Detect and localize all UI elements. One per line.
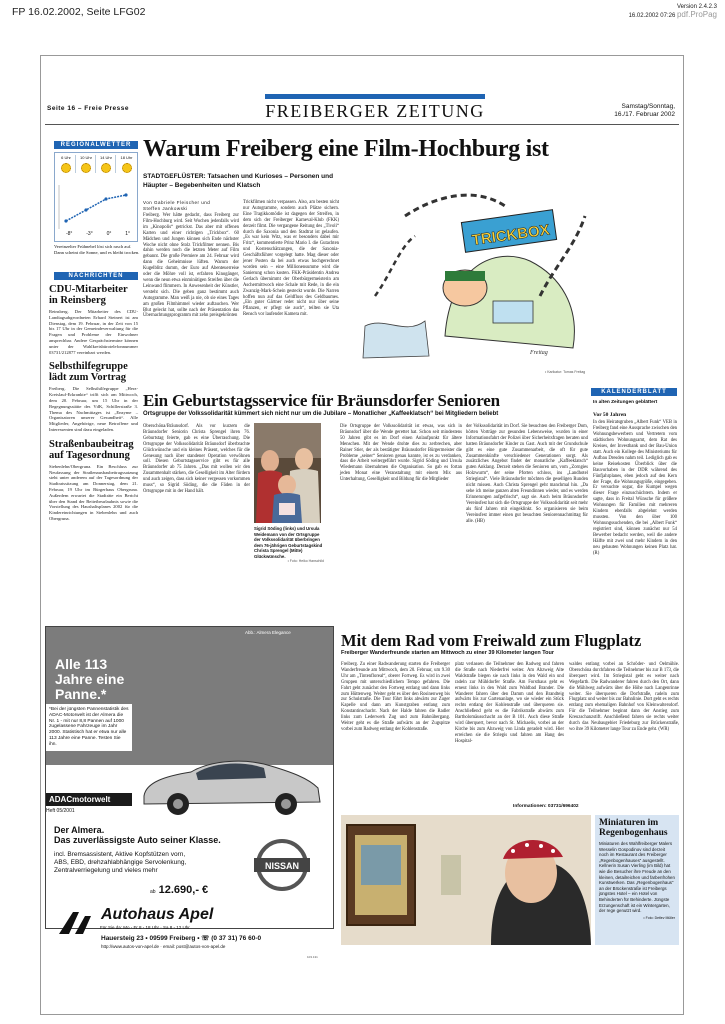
news-heading: NACHRICHTEN [54, 272, 138, 280]
dealer-name: Autohaus Apel [101, 906, 214, 923]
dealer-hours: Für Sie da: Mo - Fr 8 - 18 Uhr · Sa 8 - 12 Uhr [100, 925, 190, 930]
dealer-address: Hauersteig 23 • 09599 Freiberg • ☏ (0 37 31) 76 60-0 [101, 935, 262, 942]
temperature-value: -3° [86, 231, 93, 237]
temperature-curve [55, 177, 137, 239]
page-info: FP 16.02.2002, Seite LFG02 [12, 6, 146, 18]
watermark: pdf.ProPag [676, 10, 717, 19]
news-list [49, 284, 138, 522]
feature-line: incl. Bremsassistent, Aktive Kopfstützen vorn, [54, 851, 186, 858]
article-column: waldes entlang vorbei an Schröder- und Oelmühle. Oberschöna durchfahren die Teilnehmer bis zur B 173, die überquert wird. Im Striegistal geht es weiter nach Wegefarth. Die Radwanderer fahren durch den Ort, dann die Mühlweg aufwärts über die Höhe nach Langenrinne weiter. Sie überqueren die Dorfstraße, radeln zum Flugplatz und weiter bis zur Bahnlinie. Dort geht es rechts entlang zum ehemaligen Bahnhof von Kleinwaltersdorf. Für die Teilnehmer beginnt dann der Anstieg zum Kreuzschanzstift. Anschließend fahren sie rechts weiter durch das Neubaugebiet Friedeburg zur Brückenstraße, wo ihre 39 Kilometer lange Tour zu Ende geht. (WR) [569, 662, 679, 732]
article-column: Die Ortsgruppe der Volkssolidarität ist etwas, was sich in Bräunsdorf über die Wende gerettet hat. Schon seit mindestens 50 Jahren gibt es im Dorf einen Anlaufpunkt für ältere Menschen. Mit der Wende drohte dies zu zerbrechen, aber Rainer Stier, der als bestätigter Bräunsdorfer Bürgermeister die Probleme „seiner“ Senioren genau kannte, ist es zu verdanken, dass die Arbeit weitergeführt wurde. Sigrid Söding und Ursula Wiedemann übernahmen die Organisation. So gab es fortan jeden Monat eine Veranstaltung mit einem Mix aus Unterhaltung, Geselligkeit und Bildung für die Mitglieder [340, 424, 462, 483]
ad-id: 103.131 [307, 955, 318, 959]
cartoon-credit: • Karikatur: Tomas Freitag [545, 370, 586, 374]
weather-time: 6 Uhr [61, 155, 71, 160]
price-prefix: ab [150, 889, 156, 895]
byline-line: Von Gabriele Fleischer und [143, 200, 211, 205]
miniatur-photo [341, 815, 591, 945]
byline-line: Steffen Jankowski [143, 206, 188, 211]
model-line: Das zuverlässigste Auto seiner Klasse. [54, 835, 221, 845]
weather-slot [77, 155, 96, 173]
ad-model [54, 825, 221, 845]
slogan-line: Panne.* [55, 686, 107, 702]
sun-icon [122, 163, 132, 173]
weather-time: 18 Uhr [120, 155, 133, 160]
headline-rad: Mit dem Rad vom Freiwald zum Flugplatz [341, 631, 642, 650]
masthead-title: FREIBERGER ZEITUNG [265, 101, 485, 121]
miniatur-title: Miniaturen im Regenbogenhaus [599, 818, 668, 838]
cartoon-sign-text: TRICKBOX [470, 221, 551, 250]
sun-icon [81, 163, 91, 173]
weather-box [54, 152, 138, 242]
svg-text:Freitag: Freitag [530, 350, 548, 356]
apel-icon [55, 908, 95, 938]
byline [143, 200, 210, 212]
miniatur-box [595, 815, 679, 945]
ad-model-label: Abb.: Almera Elegance [245, 630, 291, 635]
article-column: der Volkssolidarität im Dorf. Sie besuchten den Freiberger Dom, hörten Vorträge zur gesunden Lebensweise, wurden in einer Informationsfahrt der Polizei über Sicherheitsfragen beraten und hatten Bräunsdorfer Kinder zu Gast. Auch mit der Grundschule gibt es eine gute Zusammenarbeit, die oft für gute Zusammenkünfte verschiedener Generationen sorgt. Als zusätzliches Angebot findet der monatliche „Kaffeeklatsch“ guten Anklang. Derzeit stehen die Senioren um, vom „Zorngies Holzwurm“, der seine Pforten schloss, ins „Landhotel Striegistal“. Viele Bräunsdorfer möchten die geselligen Runden nicht missen. Auch Christa Sprengel geht manchmal hin. „Da sehe ich meine ganzen alten Freundinnen wieder, und es werden Erinnerungen aufgefrischt“, sagt sie. Auch beim Bräunsdorfer Vereinsfest hat sich die Ortsgruppe der Volkssolidarität seit mehr als fünf Jahren mit eingeklinkt. So organisieren sie beim Vereinsfest immer einen gut besuchten Seniorennachmittag für alle. (HB) [466, 424, 588, 524]
calendar-heading: KALENDERBLATT [591, 388, 677, 396]
subheadline-senioren: Ortsgruppe der Volkssolidarität kümmert sich nicht nur um die Jubilare – Monatlicher „Kaffeeklatsch“ bei Mitgliedern beliebt [143, 411, 499, 417]
version-line: Version 2.4.2.3 [676, 4, 717, 10]
weather-note: Vereinzelter Frühnebel löst sich rasch auf. Dann scheint die Sonne, und es bleibt trocken. [54, 244, 140, 255]
masthead-bar [265, 94, 485, 99]
news-title: Straßenbaubeitrag auf Tagesordnung [49, 438, 134, 461]
slogan-line: Alle 113 [55, 656, 108, 672]
news-text: Freiberg. Die Selbsthilfegruppe „Herz-Kreislauf-Erkrankte“ trifft sich am Mittwoch, dem 20. Februar, um 15 Uhr in der Begegnungsstätte des VdK, Schillerstraße 3. Thema des Nachmittages ist „Enzyme – Organisatoren unserer Gesundheit“. Alle Mitglieder, Angehörige, neue Betroffene und Interessenten sind dazu eingeladen. [49, 386, 138, 432]
info-line: Informationen: 03731/696402 [513, 804, 579, 809]
news-text: Siebenlehn/Obergruna. Ein Beschluss zur Neufassung der Straßenausbaubeitragssatzung steht unter anderem auf der Tagesordnung der Stadtratssitzung am Donnerstag, dem 21. Februar, 19 Uhr im Bürgerhaus Obergruna. Außerdem erwartet die Stadträte ein Bericht über den Stand der Beiteibeurlaubnis sowie die Vorstellung des Haushaltsplanes 2002 für die Kindereinrichtungen in Siebenlehn und auch Obergruna. [49, 463, 138, 521]
nissan-logo [252, 835, 312, 895]
ad-price [150, 884, 208, 896]
sun-icon [61, 163, 71, 173]
calendar-year: Vor 50 Jahren [593, 412, 627, 418]
slogan-line: Jahre eine [55, 671, 125, 687]
car-image [136, 752, 326, 818]
weather-slot [57, 155, 76, 173]
weather-heading: REGIONALWETTER [54, 141, 138, 149]
date-line-1: Samstag/Sonntag, [621, 103, 675, 110]
timestamp-line [629, 11, 717, 20]
nissan-text: NISSAN [264, 861, 300, 871]
article-column: Oberschöna/Bräunsdorf. Als vor kurzem die Bräunsdorfer Seniorin Christa Sprengel ihren 76. Geburtstag feierte, gab es eine Überraschung. Die Ortsgruppe der Volkssolidarität Bräunsdorf überbrachte Glückwünsche und ein kleines Präsent, welches für die Genesung nach über standener Operation verwöhnen soll. Diesen Geburtstagsservice gibt es für alle Bräunsdorfer ab 75 Jahren. „Das mit wollen wir den Zusammenhalt stärken, die Geselligkeit im Alter fördern und auch zeigen, dass sich keiner vergessen vorkommen muss“, so Sigrid Söding, die die Fäden in der Ortsgruppe mit in der Hand hält. [143, 424, 250, 494]
price-value: 12.690,- € [158, 884, 209, 896]
temperature-value: 1° [125, 231, 131, 237]
weather-slot [97, 155, 116, 173]
cartoon-illustration [345, 176, 592, 366]
article-column: platz verlassen die Teilnehmer den Radweg und fahren die Straße nach Niederfrei weiter. Am Abzweig Alte Waldstraße biegen sie nach links in den Wald ein und radeln zur Mühldorfer Straße. Am Forsthaus geht es erneut links in den Wald zum Waldbad Brander. Die Wanderer fahren über den Damm und den Brandteig aufwärts bis zur Gartenanlage, wo sie wieder ein Stück rechts entlang der Kohlenstraße und überqueren sie. Anschließend geht es die Fabrikstraße abwärts zum Bartholomäusschacht an der B 101. Auch diese Straße wird überquert, bevor nach St. Michaelis, vorbei an der Kirche bis zum Abzweig von Linda geradelt wird. Hier erreichen sie die Striegis und fahren am Hang des Hospital- [455, 662, 564, 744]
page-number: Seite 16 – Freie Presse [47, 105, 129, 112]
article-column: Freiberg. Wer hätte gedacht, dass Freiberg zur Film-Hochburg wird. Seit Wochen jedenfalls wird im „Kinopolis“ getrickst. Das aber mit offenen Karten und einer richtigen „Trickbox“. 60 Mädchen und Jungen können sich Ende nächster Woche nicht ohne Stolz Trickfilmer nennen. Bis dahin werden noch die letzten Meter auf Film gebannt. Die große Premiere am 24. Februar wird dann die Geheimnisse lüften. Warum der Kugelblitz dumm, der Euro auf Abenteuerreise oder die Möhre voll ist, erfahren Kinogänger, wenn die neun etwa einminütigen Streifen über die Leinwand flimmern. In Anwesenheit der Künstler, versteht sich. Die geben ganz bestimmt auch Autogramme. Man weiß ja nie, ob sie eines Tages am großen Filmhimmel wieder auftauchen. Wer Blut geleckt hat, sollte nach der Präsentation das Übernachtungsprogramm mit zehn preisgekrönten [143, 213, 239, 319]
weather-time: 14 Uhr [99, 155, 112, 160]
caption-text: Sigrid Söding (links) und Ursula Weidemann von der Ortsgruppe der Volkssolidarität überbringen dem 76-jährigen Geburtstagskind Christa Sprengel (Mitte) Glückwünsche. [254, 526, 323, 559]
temperature-value: -8° [65, 231, 73, 237]
headline-film: Warum Freiberg eine Film-Hochburg ist [143, 136, 549, 162]
news-text: Reinsberg. Der Mitarbeiter des CDU-Landtagsabgeordneten Erhard Steinert ist am Dienstag, dem 19. Februar, in der Zeit von 15 bis 17 Uhr in der Gemeindeverwaltung für die Fragen und Probleme der Einwohner ansprechbar. Andere Gesprächstermine können unter der Wahlkreisbürotelefonnummer 03731/212877 vereinbart werden. [49, 309, 138, 355]
sun-icon [101, 163, 111, 173]
feature-line: Zentralverriegelung und vieles mehr [54, 867, 158, 874]
news-title: CDU-Mitarbeiter in Reinsberg [49, 284, 128, 306]
miniatur-text: Miniaturen des Wahlfreiberger Malers Wesselin Gospodinov sind derzeit noch im Restaurant des Freiberger „Regenbogenhauses“ ausgestellt. Kellnerin Susan Vierling (im Bild) hat wie die Besucher ihre Freude an den kleinen, detailreichen und farbenfrohen Kunstwerken. Das „Regenbogenhaus“ an der Brückenstraße ist Freibergs jüngstes Hotel – ein Hotel von Behinderten für Behinderte. Jüngste Erzungenschaft ist ein Wintergarten, der rege genutzt wird. [599, 841, 675, 914]
photo-caption [254, 526, 324, 565]
calendar-subheading: In alten Zeitungen geblättert [593, 400, 658, 405]
miniatur-credit: • Foto: Detlev Müller [643, 915, 675, 920]
dealer-web: http://www.autos-von-apel.de · email: post@autos-von-apel.de [101, 944, 226, 949]
article-column: Freiberg. Zu einer Radwanderung starten die Freiberger Wanderfreunde am Mittwoch, dem 20. Februar, um 9.30 Uhr am „Tintenfloreal“, oberer Fortweg. Es wird in zwei Gruppen mit unterschiedlichem Tempo gefahren. Die Fahrt geht zunächst den Fortweg entlang und dann links zum Hüttenweg. Weiter geht es über den Rosinenweg bis zur Schulstraße. Die Tour führt links abwärts zur Zuger Kapelle und dann am Kunstgraben entlang zum Konstantinschacht. Nach der Halde fahren die Radler links zum Lederwerk Zug und zum Bahnübergang. Weiter geht es die Straße aufwärts an der Zugspitze vorbei zum Radweg entlang der Kohlenstraße. [341, 662, 450, 732]
weather-time: 10 Uhr [79, 155, 92, 160]
subheadline-rad: Freiberger Wanderfreunde starten am Mittwoch zu einer 39 Kilometer langen Tour [341, 650, 555, 656]
model-line: Der Almera. [54, 825, 105, 835]
version-info [629, 4, 717, 20]
issue-date [614, 103, 675, 119]
ad-footnote: *Bei der jüngsten Pannenstatistik des ADAC-Motorwelt ist der Almera die Nr. 1 - mit nur 8,8 Pannen auf 1000 zugelassene Fahrzeuge im Jahr 2000. Statistisch hat er etwa nur alle 113 Jahre eine Panne. Testen Sie ihn. [46, 704, 132, 751]
ad-slogan [55, 657, 124, 702]
temperature-value: 0° [106, 231, 112, 237]
calendar-text: In den Heiratsgruben „Albert Funk“ VEB in Freiberg fand eine Aussprache zwischen den Wohnungsbewerbern und Vertretern vom städtischen Wohnungsamt, dem Rat des Kreises, der Investbank und der Bau-Union statt. Auch ein Kollege des Ministeriums für Aufbau Dresden nahm teil. Lediglich gab es keine Reisekosten Überblick über die Bauvorhaben in der DDR während des Fünfjahrplanes, eben jedoch auf den Kern der Frage, die Wohnungsgröße, eingegeben. Er versuchte sogar, die Kumpel wegen dieser Frage einzuschüchtern. Indem er sagte, dass in Freital Wünsche für größere Wohnungen für Familien mit mehreren Kindern ebenfalls abgelehnt werden mussten. Von den über 100 Wohnungssuchenden, die bei „Albert Funk“ registriert sind, können zunächst nur 54 Bewerber bedacht werden, weil die andere Hälfte mit zwei und mehr Kindern in den neu gebauten Wohnungen keinen Platz hat. (R) [593, 420, 677, 556]
feature-line: ABS, EBD, drehzahlabhängige Servolenkung, [54, 859, 187, 866]
temperature-row [59, 231, 137, 237]
ad-issue: Heft 05/2001 [46, 808, 75, 814]
headline-senioren: Ein Geburtstagsservice für Bräunsdorfer Senioren [143, 391, 500, 410]
senior-photo [254, 423, 321, 523]
subheadline-film: STADTGEFLÜSTER: Tatsachen und Kurioses – Personen und Häupter – Begebenheiten und Klatsch [143, 173, 334, 189]
timestamp-text: 16.02.2002 07:26 [628, 13, 676, 19]
date-line-2: 16./17. Februar 2002 [614, 111, 675, 118]
adac-logo: ADACmotorwelt [46, 793, 132, 806]
article-column: Trickfilmen nicht verpassen. Also, am besten nicht nur Autogramme, sondern auch Plätze sichern. Eine Tragikkomödie ist dagegen der Streifen, in dem sich der Freiberger Karneval-Klub (FKK) derzeit filmt. Die vergangene Reitung des „Tivoli“ durch die Saxonia und den Stadtrat ist gelaufen. „Es war kein Witz, was er besonders dabei mir Fritz“, kommentierte Prinz Mario I. die Gutachten und Kostenschätzungen, die der Saxonia-Geschäftsführer vorgelegt hatte. Mag dieser oder jener Posten da bei auch etwas hochgerechnet worden sein – eine Millionensumme wird die Sanierung schon kosten. FKK-Präsidentin Andrea Gerlach übernimmt der Oberbürgermeisterin am Aschermittwoch eine Schale mit Rede, in die ein Zwanzig-Mark-Schein gesteckt wurde. Die Narren hoffen nun auf das Geldfluss des Geldbaumes. „Ein guter Gärtner redet nicht nur über seine Pflanzen, er pflegt sie auch“, teilten sie Uta Rensch vor laufender Kamera mit. [243, 200, 339, 318]
news-title: Selbsthilfegruppe lädt zum Vortrag [49, 361, 128, 384]
weather-slot [117, 155, 136, 173]
ad-features [54, 851, 186, 875]
photo-credit: • Foto: Heiko Hanschild [287, 559, 324, 563]
header-rule [45, 124, 679, 125]
